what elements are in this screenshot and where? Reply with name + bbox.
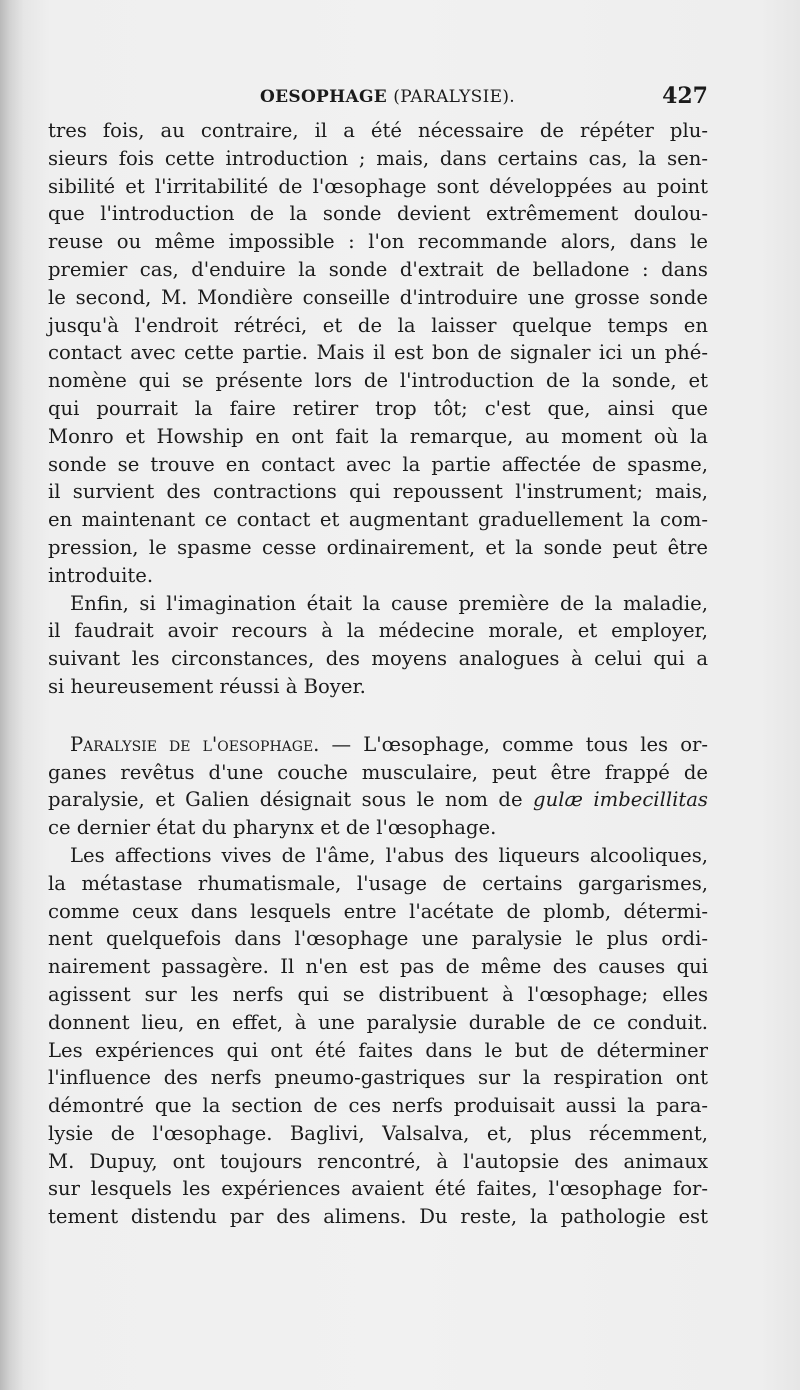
text-line: M. Dupuy, ont toujours rencontré, à l'autopsie des animaux (48, 1149, 708, 1173)
text-line: donnent lieu, en effet, à une paralysie durable de ce conduit. (48, 1010, 708, 1034)
text-line: que l'introduction de la sonde devient extrêmement doulou- (48, 202, 708, 226)
section-heading: Paralysie de l'oesophage. (70, 732, 320, 756)
text-line: suivant les circonstances, des moyens analogues à celui qui a (48, 647, 708, 671)
text-line: sonde se trouve en contact avec la partie affectée de spasme, (48, 452, 708, 476)
text-line: si heureusement réussi à Boyer. (48, 674, 366, 698)
paragraph-2 (48, 590, 708, 701)
text-run: — L'œsophage, comme tous les or- (319, 732, 708, 756)
text-line: démontré que la section de ces nerfs produisait aussi la para- (48, 1094, 708, 1118)
text-line: agissent sur les nerfs qui se distribuent à l'œsophage; elles (48, 982, 708, 1006)
text-line: sieurs fois cette introduction ; mais, dans certains cas, la sen- (48, 146, 708, 170)
text-run: paralysie, et Galien désignait sous le nom de (48, 788, 534, 812)
page-number: 427 (662, 83, 708, 109)
text-line: Monro et Howship en ont fait la remarque, au moment où la (48, 424, 708, 448)
text-line: le second, M. Mondière conseille d'introduire une grosse sonde (48, 285, 708, 309)
text-line: Les affections vives de l'âme, l'abus des liqueurs alcooliques, (70, 843, 708, 867)
text-line: lysie de l'œsophage. Baglivi, Valsalva, et, plus récemment, (48, 1121, 708, 1145)
text-line: reuse ou même impossible : l'on recommande alors, dans le (48, 230, 708, 254)
text-line: tement distendu par des alimens. Du reste, la pathologie est (48, 1205, 708, 1229)
text-line: sur lesquels les expériences avaient été faites, l'œsophage for- (48, 1177, 708, 1201)
text-line: introduite. (48, 563, 154, 587)
text-line (48, 786, 708, 814)
text-line: comme ceux dans lesquels entre l'acétate de plomb, détermi- (48, 899, 708, 923)
text-line: il survient des contractions qui repoussent l'instrument; mais, (48, 480, 708, 504)
running-head-title: OESOPHAGE (260, 87, 388, 107)
text-line: ganes revêtus d'une couche musculaire, peut être frappé de (48, 760, 708, 784)
text-line: premier cas, d'enduire la sonde d'extrait de belladone : dans (48, 257, 708, 281)
text-line: nomène qui se présente lors de l'introduction de la sonde, et (48, 369, 708, 393)
text-line: Les expériences qui ont été faites dans le but de déterminer (48, 1038, 708, 1062)
text-line: nent quelquefois dans l'œsophage une paralysie le plus ordi- (48, 927, 708, 951)
text-line: en maintenant ce contact et augmentant graduellement la com- (48, 508, 708, 532)
text-line: nairement passagère. Il n'en est pas de même des causes qui (48, 955, 708, 979)
paragraph-spacer (48, 701, 708, 731)
paragraph-1 (48, 117, 708, 590)
text-line: ce dernier état du pharynx et de l'œsophage. (48, 816, 497, 840)
text-line (48, 731, 708, 759)
text-line: qui pourrait la faire retirer trop tôt; c'est que, ainsi que (48, 396, 708, 420)
page-header (48, 83, 708, 117)
text-line: sibilité et l'irritabilité de l'œsophage sont développées au point (48, 174, 708, 198)
text-line: tres fois, au contraire, il a été nécessaire de répéter plu- (48, 119, 708, 142)
text-line: contact avec cette partie. Mais il est bon de signaler ici un phé- (48, 341, 708, 365)
running-head (260, 87, 515, 107)
text-line: Enfin, si l'imagination était la cause première de la maladie, (70, 591, 708, 615)
text-line: la métastase rhumatismale, l'usage de certains gargarismes, (48, 871, 708, 895)
text-line: il faudrait avoir recours à la médecine morale, et employer, (48, 619, 708, 643)
paragraph-3 (48, 731, 708, 842)
text-line: jusqu'à l'endroit rétréci, et de la laisser quelque temps en (48, 313, 708, 337)
body-text (48, 117, 708, 1231)
paragraph-4 (48, 842, 708, 1231)
running-head-subtitle: (PARALYSIE). (393, 87, 515, 107)
latin-term: gulæ imbecillitas (533, 788, 708, 812)
text-line: pression, le spasme cesse ordinairement, et la sonde peut être (48, 535, 708, 559)
text-line: l'influence des nerfs pneumo-gastriques sur la respiration ont (48, 1066, 708, 1090)
